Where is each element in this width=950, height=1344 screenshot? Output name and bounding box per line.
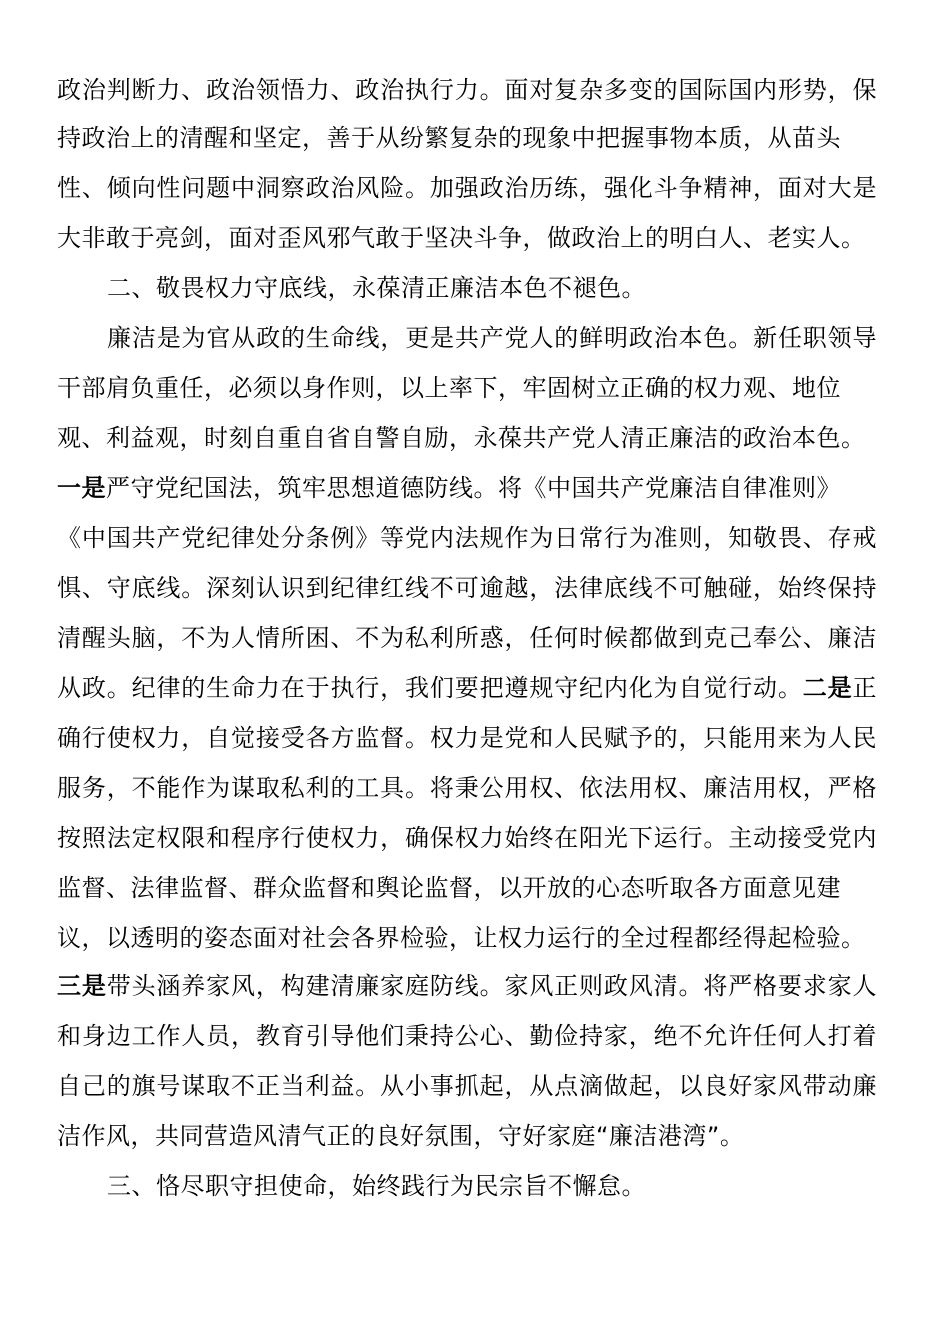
line-text: 大非敢于亮剑，面对歪风邪气敢于坚决斗争，做政治上的明白人、老实人。 — [57, 224, 866, 252]
body-line — [57, 1021, 877, 1051]
line-text: 从政。纪律的生命力在于执行，我们要把遵规守纪内化为自觉行动。 — [57, 674, 803, 702]
line-tail: 正 — [852, 674, 877, 702]
body-line — [57, 223, 877, 253]
body-line — [107, 323, 877, 353]
line-text: 监督、法律监督、群众监督和舆论监督，以开放的心态听取各方面意见建 — [57, 874, 841, 902]
line-text: 洁作风，共同营造风清气正的良好氛围，守好家庭“廉洁港湾”。 — [57, 1122, 745, 1150]
heading-text: 二、敬畏权力守底线，永葆清正廉洁本色不褪色。 — [107, 274, 646, 302]
line-text: 《中国共产党纪律处分条例》等党内法规作为日常行为准则，知敬畏、存戒 — [57, 524, 877, 552]
body-line — [57, 473, 877, 503]
line-text: 确行使权力，自觉接受各方监督。权力是党和人民赋予的，只能用来为人民 — [57, 724, 877, 752]
body-line — [57, 173, 877, 203]
body-line — [57, 971, 877, 1001]
body-line — [57, 523, 877, 553]
line-text: 清醒头脑，不为人情所困、不为私利所惑，任何时候都做到克己奉公、廉洁 — [57, 624, 877, 652]
line-text: 按照法定权限和程序行使权力，确保权力始终在阳光下运行。主动接受党内 — [57, 824, 877, 852]
body-line — [57, 573, 877, 603]
line-text: 观、利益观，时刻自重自省自警自励，永葆共产党人清正廉洁的政治本色。 — [57, 424, 866, 452]
body-line — [57, 923, 877, 953]
body-line — [57, 1071, 877, 1101]
body-line — [57, 723, 877, 753]
body-line — [57, 773, 877, 803]
line-text: 严守党纪国法，筑牢思想道德防线。将《中国共产党廉洁自律准则》 — [106, 474, 841, 502]
line-text: 自己的旗号谋取不正当利益。从小事抓起，从点滴做起，以良好家风带动廉 — [57, 1072, 877, 1100]
line-text: 政治判断力、政治领悟力、政治执行力。面对复杂多变的国际国内形势，保 — [57, 76, 877, 104]
body-line — [57, 873, 877, 903]
point-label-two: 二是 — [802, 674, 853, 702]
line-text: 惧、守底线。深刻认识到纪律红线不可逾越，法律底线不可触碰，始终保持 — [57, 574, 877, 602]
line-text: 议，以透明的姿态面对社会各界检验，让权力运行的全过程都经得起检验。 — [57, 924, 866, 952]
section-heading-3 — [107, 1171, 877, 1201]
line-text: 服务，不能作为谋取私利的工具。将秉公用权、依法用权、廉洁用权，严格 — [57, 774, 877, 802]
body-line — [57, 623, 877, 653]
line-text: 带头涵养家风，构建清廉家庭防线。家风正则政风清。将严格要求家人 — [106, 972, 877, 1000]
section-heading-2 — [107, 273, 877, 303]
body-line — [57, 373, 877, 403]
point-label-one: 一是 — [57, 474, 106, 502]
body-line — [57, 423, 877, 453]
body-line — [57, 1121, 877, 1151]
body-line — [57, 75, 877, 105]
line-text: 持政治上的清醒和坚定，善于从纷繁复杂的现象中把握事物本质，从苗头 — [57, 124, 841, 152]
point-label-three: 三是 — [57, 972, 107, 1000]
body-line — [57, 123, 877, 153]
body-line — [57, 823, 877, 853]
body-line — [57, 673, 877, 703]
line-text: 廉洁是为官从政的生命线，更是共产党人的鲜明政治本色。新任职领导 — [107, 324, 877, 352]
heading-text: 三、恪尽职守担使命，始终践行为民宗旨不懈怠。 — [107, 1172, 646, 1200]
line-text: 性、倾向性问题中洞察政治风险。加强政治历练，强化斗争精神，面对大是 — [57, 174, 877, 202]
line-text: 和身边工作人员，教育引导他们秉持公心、勤俭持家，绝不允许任何人打着 — [57, 1022, 877, 1050]
line-text: 干部肩负重任，必须以身作则，以上率下，牢固树立正确的权力观、地位 — [57, 374, 841, 402]
